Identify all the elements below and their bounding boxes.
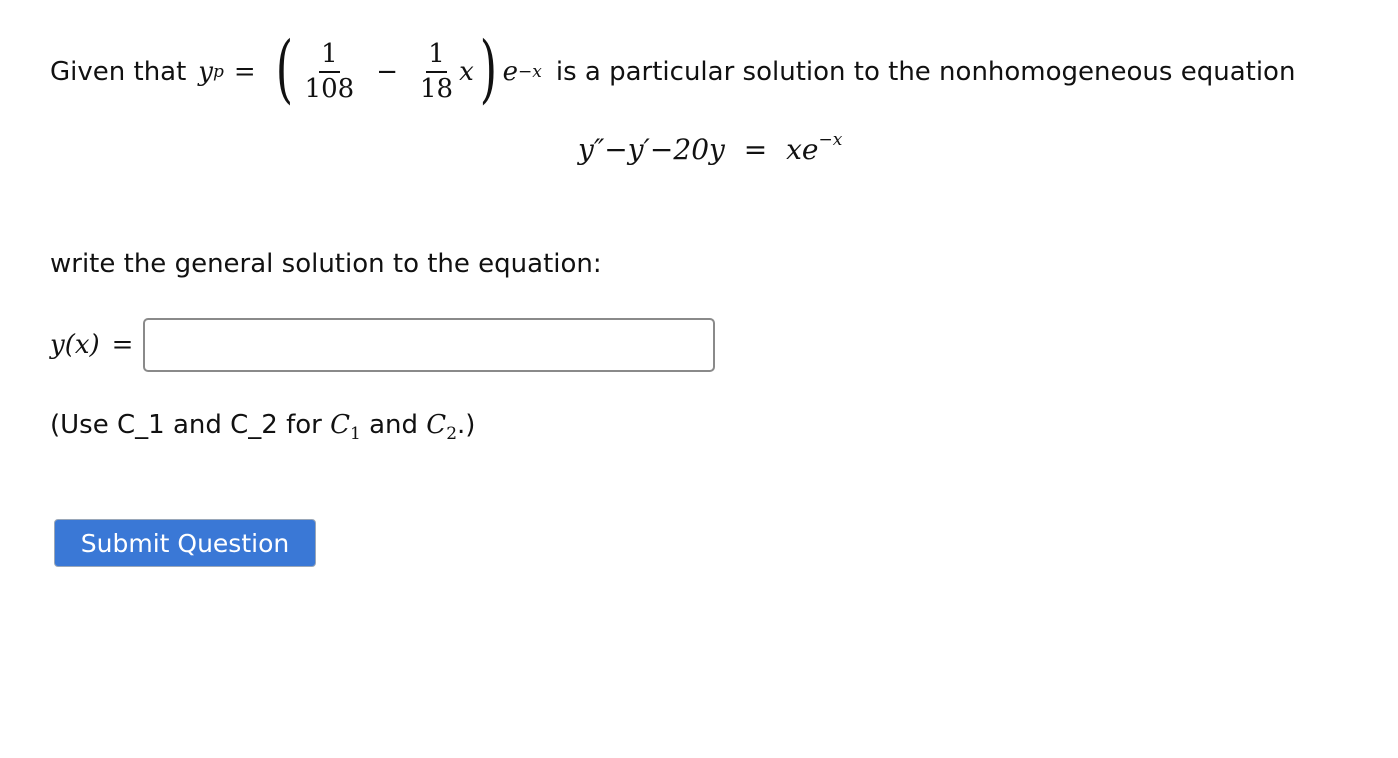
intro-text: Given that — [50, 57, 187, 87]
equals-sign: = — [233, 57, 256, 87]
hint-c2-subscript: 2 — [446, 424, 458, 444]
fraction-1-denominator: 108 — [304, 74, 355, 104]
fraction-1-numerator: 1 — [319, 40, 340, 73]
hint-text — [50, 410, 475, 444]
exp-base: e — [502, 57, 519, 87]
answer-label: y(x) — [50, 330, 100, 360]
answer-row — [50, 318, 715, 372]
yp-subscript: p — [213, 62, 224, 82]
fraction-1-108 — [303, 40, 357, 103]
problem-statement — [50, 26, 1296, 114]
fraction-1-18 — [418, 40, 455, 103]
hint-c2: C — [426, 410, 447, 440]
equation-lhs: y″−y′−20y — [578, 133, 725, 166]
left-paren: ( — [275, 26, 293, 112]
submit-question-button[interactable]: Submit Question — [54, 519, 316, 567]
exp-power: −x — [518, 62, 542, 82]
differential-equation — [578, 130, 842, 166]
x-variable: x — [459, 57, 474, 87]
fraction-2-denominator: 18 — [420, 74, 454, 104]
equation-rhs-power: −x — [818, 130, 843, 150]
instruction-text: write the general solution to the equation: — [50, 249, 602, 279]
equation-rhs-base: xe — [786, 133, 819, 166]
hint-and: and — [369, 410, 419, 440]
equation-equals: = — [743, 133, 768, 166]
hint-c1: C — [330, 410, 351, 440]
right-paren: ) — [479, 26, 497, 112]
fraction-2-numerator: 1 — [426, 40, 447, 73]
hint-prefix: (Use C_1 and C_2 for — [50, 410, 322, 440]
minus-sign: − — [376, 57, 398, 87]
answer-equals: = — [111, 330, 134, 360]
hint-c1-subscript: 1 — [350, 424, 361, 444]
statement-text: is a particular solution to the nonhomogeneous equation — [555, 57, 1296, 87]
yp-symbol: y — [198, 57, 213, 87]
hint-suffix: .) — [457, 410, 476, 440]
answer-input[interactable] — [143, 318, 715, 372]
